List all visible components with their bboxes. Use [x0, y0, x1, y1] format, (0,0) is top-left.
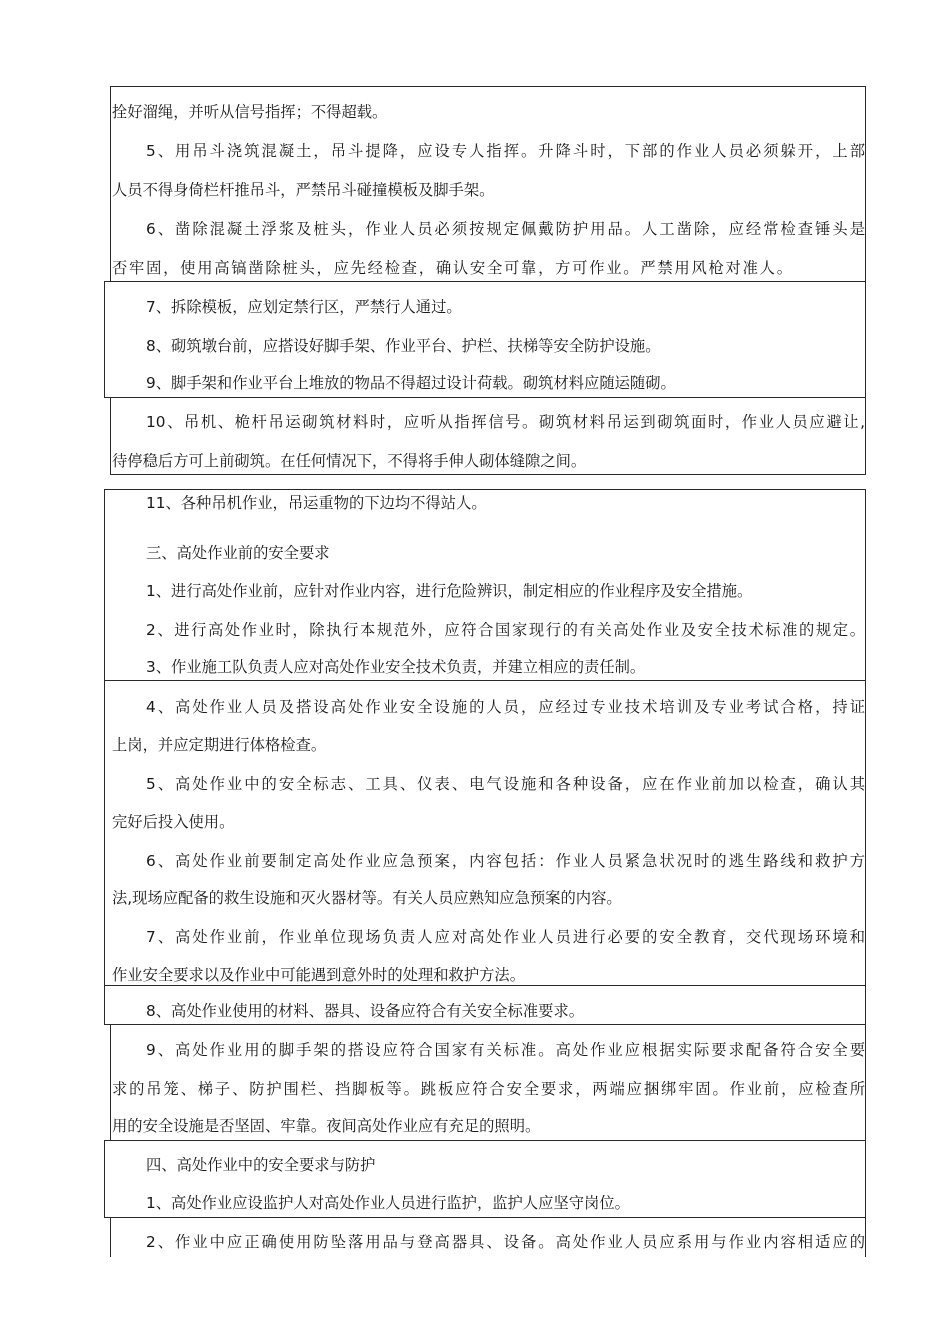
text-line: 求的吊笼、梯子、防护围栏、挡脚板等。跳板应符合安全要求，两端应捆绑牢固。作业前，应检查所	[112, 1080, 865, 1098]
text-line: 10、吊机、桅杆吊运砌筑材料时，应听从指挥信号。砌筑材料吊运到砌筑面时，作业人员应避让,	[146, 413, 865, 431]
text-line: 完好后投入使用。	[112, 813, 235, 831]
text-line: 拴好溜绳，并听从信号指挥；不得超载。	[112, 103, 388, 121]
text-line: 11、各种吊机作业，吊运重物的下边均不得站人。	[146, 494, 487, 512]
text-line: 2、进行高处作业时，除执行本规范外，应符合国家现行的有关高处作业及安全技术标准的规定。	[146, 621, 865, 639]
text-line: 2、作业中应正确使用防坠落用品与登高器具、设备。高处作业人员应系用与作业内容相适应的	[146, 1233, 865, 1251]
text-line: 6、高处作业前要制定高处作业应急预案，内容包括：作业人员紧急状况时的逃生路线和救护方	[146, 852, 865, 870]
text-line: 用的安全设施是否坚固、牢靠。夜间高处作业应有充足的照明。	[112, 1117, 541, 1135]
text-line: 否牢固，使用高镐凿除桩头，应先经检查，确认安全可靠，方可作业。严禁用风枪对准人。	[112, 259, 792, 277]
text-line: 3、作业施工队负责人应对高处作业安全技术负责，并建立相应的责任制。	[146, 658, 646, 676]
text-line: 法,现场应配备的救生设施和灭火器材等。有关人员应熟知应急预案的内容。	[112, 889, 622, 907]
text-line: 人员不得身倚栏杆推吊斗，严禁吊斗碰撞模板及脚手架。	[112, 181, 495, 199]
text-line: 作业安全要求以及作业中可能遇到意外时的处理和救护方法。	[112, 966, 526, 984]
text-line: 1、高处作业应设监护人对高处作业人员进行监护，监护人应坚守岗位。	[146, 1194, 630, 1212]
text-line: 9、脚手架和作业平台上堆放的物品不得超过设计荷载。砌筑材料应随运随砌。	[146, 374, 676, 392]
text-line: 7、高处作业前，作业单位现场负责人应对高处作业人员进行必要的安全教育，交代现场环境和	[146, 928, 865, 946]
text-line: 1、进行高处作业前，应针对作业内容，进行危险辨识，制定相应的作业程序及安全措施。	[146, 582, 753, 600]
text-line: 5、高处作业中的安全标志、工具、仪表、电气设施和各种设备，应在作业前加以检查，确认其	[146, 775, 865, 793]
section-heading: 三、高处作业前的安全要求	[146, 544, 330, 562]
text-line: 4、高处作业人员及搭设高处作业安全设施的人员，应经过专业技术培训及专业考试合格，持证	[146, 698, 865, 716]
text-line: 8、砌筑墩台前，应搭设好脚手架、作业平台、护栏、扶梯等安全防护设施。	[146, 337, 661, 355]
section-heading: 四、高处作业中的安全要求与防护	[146, 1156, 376, 1174]
text-line: 8、高处作业使用的材料、器具、设备应符合有关安全标准要求。	[146, 1002, 585, 1020]
text-line: 7、拆除模板，应划定禁行区，严禁行人通过。	[146, 298, 462, 316]
text-line: 5、用吊斗浇筑混凝土，吊斗提降，应设专人指挥。升降斗时，下部的作业人员必须躲开，上部	[146, 142, 865, 160]
text-line: 6、凿除混凝土浮浆及桩头，作业人员必须按规定佩戴防护用品。人工凿除，应经常检查锤头是	[146, 220, 865, 238]
text-line: 待停稳后方可上前砌筑。在任何情况下，不得将手伸人砌体缝隙之间。	[112, 452, 587, 470]
text-line: 9、高处作业用的脚手架的搭设应符合国家有关标准。高处作业应根据实际要求配备符合安全要	[146, 1041, 865, 1059]
text-line: 上岗，并应定期进行体格检查。	[112, 736, 327, 754]
